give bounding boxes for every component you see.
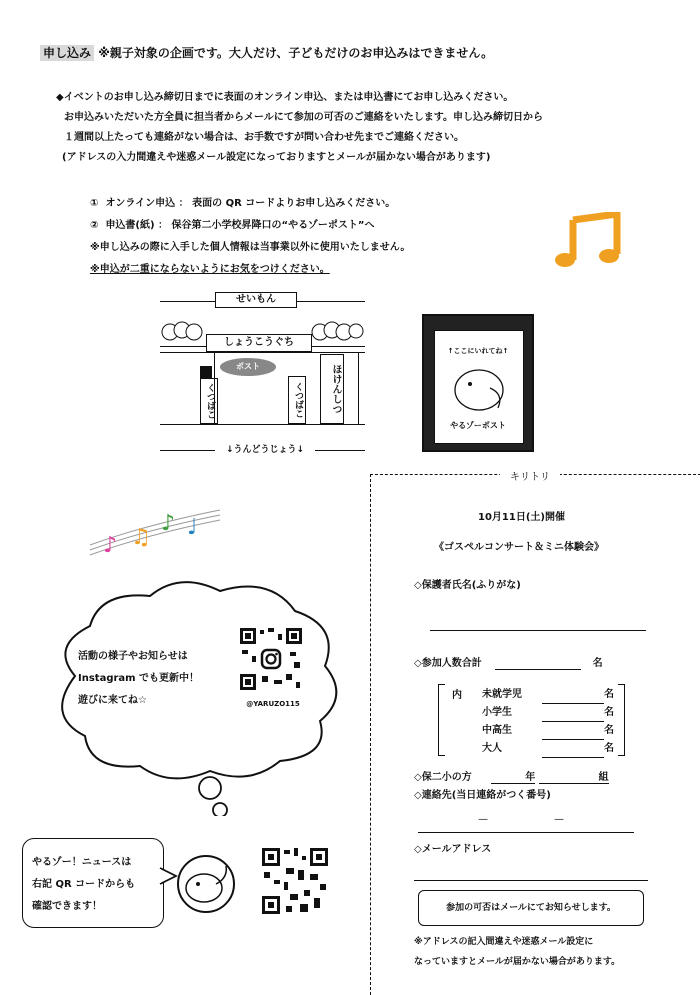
svg-text:♩: ♩ [187, 515, 198, 540]
news-line-2: 右記 QR コードからも [32, 879, 136, 890]
row-unit: 名 [604, 689, 614, 700]
music-note-icon [555, 212, 625, 272]
event-title: 《ゴスペルコンサート＆ミニ体験会》 [434, 542, 604, 553]
total-unit: 名 [592, 658, 603, 669]
duplicate-note: ※申込が二重にならないようにお気をつけください。 [90, 264, 330, 275]
footnote [414, 932, 620, 972]
yaruzo-postbox [422, 314, 534, 452]
cloud-text [78, 646, 199, 712]
shoe-rack-1: くつばこ [200, 378, 218, 424]
svg-text:♫: ♫ [131, 525, 151, 550]
method-paper [90, 215, 410, 237]
instagram-handle: @YARUZO115 [246, 700, 300, 708]
entrance-label: しょうこうぐち [206, 334, 312, 352]
total-row [414, 654, 603, 670]
footnote-line-1: ※アドレスの記入間違えや迷惑メール設定に [414, 937, 594, 947]
adult-field[interactable] [542, 740, 604, 758]
footnote-line-2: なっていますとメールが届かない場合があります。 [414, 957, 621, 967]
method-online [90, 193, 410, 215]
uchi-label: 内 [452, 690, 462, 701]
shoe-rack-2: くつばこ [288, 376, 306, 424]
grade-field[interactable] [491, 768, 535, 784]
total-label: ◇参加人数合計 [414, 658, 482, 669]
guardian-name-field[interactable] [430, 630, 646, 631]
row-unit: 名 [604, 743, 614, 754]
row-label-secondary: 中高生 [482, 725, 512, 736]
news-text [32, 852, 135, 918]
row-unit: 名 [604, 707, 614, 718]
header-line [40, 44, 493, 61]
class-unit: 組 [598, 772, 609, 783]
elementary-field[interactable] [542, 704, 604, 722]
cloud-line-1: 活動の様子やお知らせは [78, 651, 188, 662]
svg-text:♪: ♪ [103, 533, 118, 558]
contact-label: ◇連絡先(当日連絡がつく番号) [414, 790, 551, 801]
music-staff-icon [85, 500, 225, 560]
news-line-3: 確認できます！ [32, 901, 102, 912]
cloud-line-3: 遊びに来てね☆ [78, 695, 147, 706]
school-map [160, 290, 370, 460]
gate-label: せいもん [215, 292, 297, 308]
secondary-field[interactable] [542, 722, 604, 740]
row-label-preschool: 未就学児 [482, 689, 522, 700]
breakdown-list [482, 686, 614, 758]
postbox-name: やるゾーポスト [450, 421, 506, 430]
breakdown-row [482, 740, 614, 758]
bracket-left [438, 684, 445, 756]
school-label: ◇保二小の方 [414, 772, 472, 783]
elephant-icon [450, 364, 508, 414]
method-num-1: ① [90, 198, 99, 209]
privacy-note: ※申し込みの際に入手した個人情報は当事業以外に使用いたしません。 [90, 242, 411, 253]
method-paper-text: 申込書(紙) ： 保谷第二小学校昇降口の“やるゾーポスト”へ [105, 220, 375, 231]
ground-label: ↓うんどうじょう↓ [215, 442, 315, 455]
cut-label: キリトリ [500, 468, 560, 483]
instruction-line-3: １週間以上たっても連絡がない場合は、お手数ですが問い合わせ先までご連絡ください。 [64, 132, 464, 143]
bracket-right [618, 684, 625, 756]
post-label: ポスト [220, 358, 276, 376]
row-unit: 名 [604, 725, 614, 736]
health-room: ほけんしつ [320, 354, 344, 424]
speech-tail-icon [158, 866, 178, 886]
instructions [56, 88, 543, 168]
school-row [414, 768, 609, 784]
news-line-1: やるゾー！ニュースは [32, 857, 132, 868]
instruction-line-2: お申込みいただいた方全員に担当者からメールにて参加の可否のご連絡をいたします。申し込み締切日から [64, 112, 543, 123]
contact-field[interactable] [418, 832, 634, 833]
email-field[interactable] [414, 880, 648, 881]
row-label-adult: 大人 [482, 743, 502, 754]
cloud-line-2: Instagram でも更新中！ [78, 673, 200, 684]
breakdown-row [482, 686, 614, 704]
instagram-qr-icon [238, 626, 304, 692]
instruction-line-1: ◆イベントのお申し込み締切日までに表面のオンライン申込、または申込書にてお申し込みください。 [56, 92, 514, 103]
method-online-text: オンライン申込 ： 表面の QR コードよりお申し込みください。 [105, 198, 396, 209]
postbox-top-text: ↑ここにいれてね↑ [447, 347, 509, 355]
post-marker [200, 366, 212, 378]
methods [90, 193, 410, 281]
grade-unit: 年 [525, 772, 536, 783]
preschool-field[interactable] [542, 686, 604, 704]
event-date: 10月11日(土)開催 [478, 512, 565, 523]
class-field[interactable] [539, 768, 609, 784]
total-field[interactable] [495, 658, 581, 670]
contact-dash-2: — [554, 814, 564, 825]
notice-box: 参加の可否はメールにてお知らせします。 [418, 890, 644, 926]
guardian-label: ◇保護者氏名(ふりがな) [414, 580, 521, 591]
elephant-mascot-icon [176, 854, 236, 914]
method-num-2: ② [90, 220, 99, 231]
svg-text:♪: ♪ [161, 511, 176, 536]
apply-tag: 申し込み [40, 45, 94, 61]
contact-dash-1: — [478, 814, 488, 825]
email-label: ◇メールアドレス [414, 844, 492, 855]
row-label-elementary: 小学生 [482, 707, 512, 718]
family-note: ※親子対象の企画です。大人だけ、子どもだけのお申込みはできません。 [98, 46, 494, 60]
breakdown-row [482, 704, 614, 722]
breakdown-row [482, 722, 614, 740]
instruction-line-4: (アドレスの入力間違えや迷惑メール設定になっておりますとメールが届かない場合があります) [62, 152, 491, 163]
news-qr-icon [260, 846, 330, 916]
